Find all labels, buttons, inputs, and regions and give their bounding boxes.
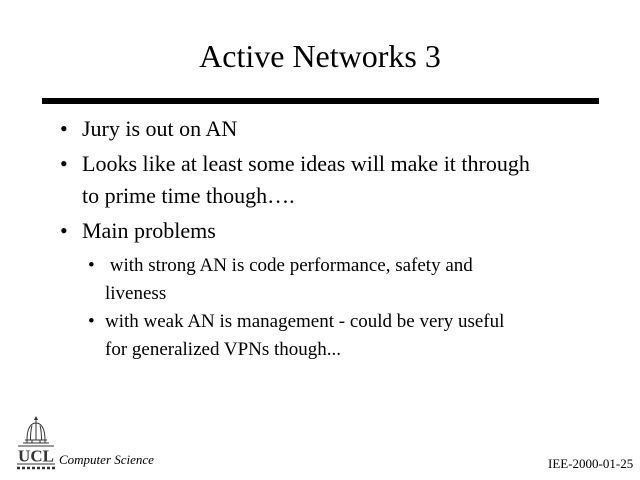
bullet-line: for generalized VPNs though... <box>105 339 342 360</box>
bullet-item <box>57 148 530 212</box>
svg-text:UCL: UCL <box>18 446 54 466</box>
bullet-line: Looks like at least some ideas will make it through <box>82 151 530 176</box>
ucl-logo-icon <box>14 414 58 474</box>
bullet-icon: • <box>60 218 68 243</box>
bullet-item <box>57 215 530 247</box>
bullet-line: Jury is out on AN <box>82 116 238 141</box>
slide-title: Active Networks 3 <box>199 38 441 74</box>
bullet-line: with strong AN is code performance, safety and <box>105 255 473 276</box>
title-divider-rule <box>42 98 599 104</box>
bullet-item <box>57 113 530 145</box>
bullet-text <box>105 252 504 308</box>
bullet-line: with weak AN is management - could be very useful <box>105 311 505 332</box>
bullet-icon: • <box>88 311 95 332</box>
bullet-line: Main problems <box>82 218 216 243</box>
footer-department-label: Computer Science <box>59 452 154 467</box>
bullet-text <box>105 308 504 364</box>
bullet-line: liveness <box>105 283 167 304</box>
bullet-line: to prime time though…. <box>82 183 295 208</box>
bullet-icon: • <box>88 255 95 276</box>
bullet-icon: • <box>60 151 68 176</box>
bullet-icon: • <box>60 116 68 141</box>
footer-slide-reference: IEE-2000-01-25 <box>548 456 634 471</box>
bullet-text <box>82 215 530 247</box>
bullet-text <box>82 148 530 212</box>
bullet-item <box>86 252 504 308</box>
main-bullet-list <box>57 113 530 250</box>
sub-bullet-list <box>86 252 504 364</box>
bullet-text <box>82 113 530 145</box>
bullet-item <box>86 308 504 364</box>
